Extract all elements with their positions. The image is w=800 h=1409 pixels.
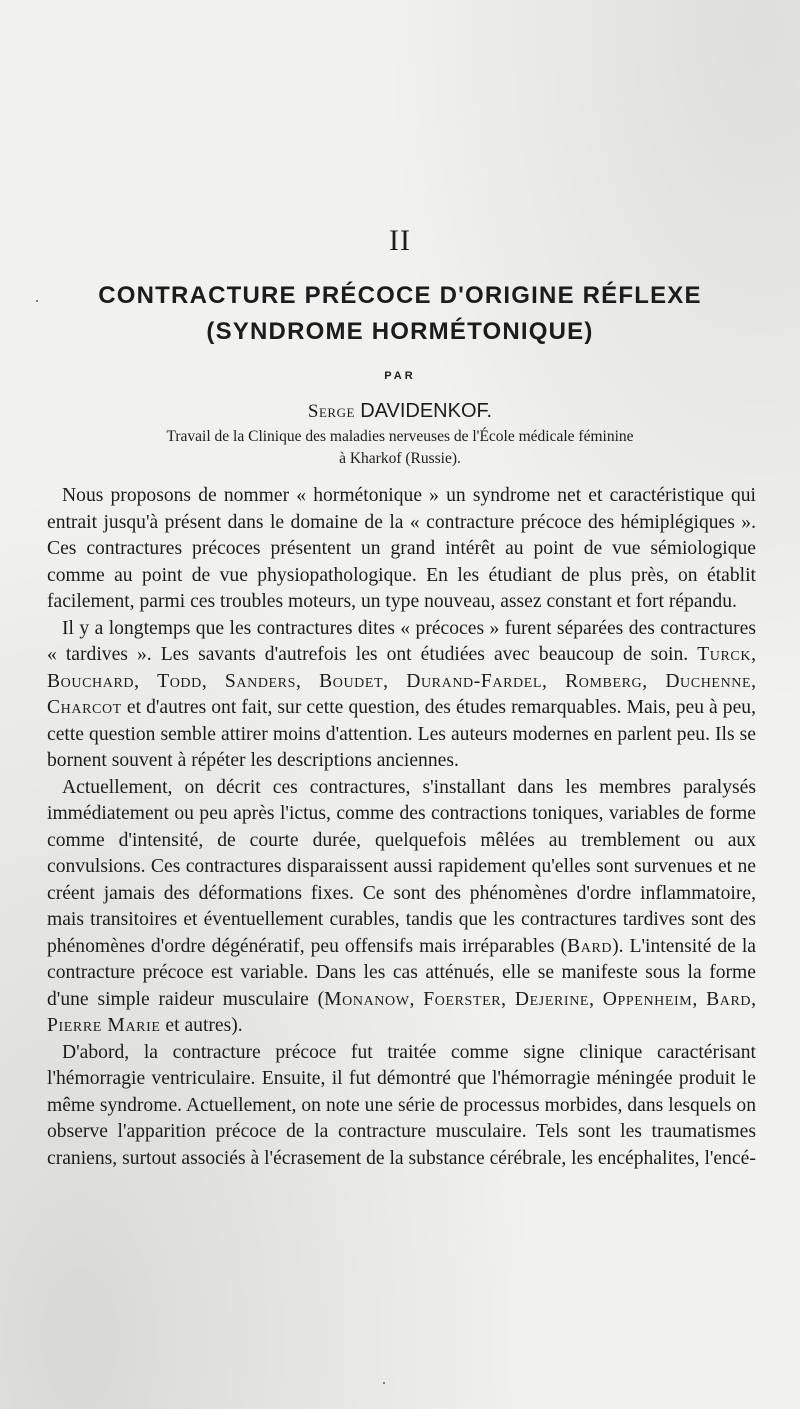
- paragraph-3-text-c: et autres).: [160, 1015, 243, 1036]
- print-speck: [36, 300, 38, 302]
- paragraph-2: Il y a longtemps que les contractures dites « précoces » furent séparées des contractures « tardives ». Les savants d'autrefois les ont étudiées avec beaucoup de soin. Turck, Bouchard, Todd, Sanders, Boudet, Durand-Fardel, Romberg, Duchenne, Charcot et d'autres ont fait, sur cette question, des études remarquables. Mais, peu à peu, cette question semble attirer moins d'attention. Les auteurs modernes en parlent peu. Ils se bornent souvent à répéter les descriptions anciennes.: [47, 617, 757, 771]
- author-ref-duchenne: Duchenne: [665, 670, 752, 692]
- author-first-name: Serge: [307, 401, 355, 422]
- affiliation-line-1: Travail de la Clinique des maladies nerveuses de l'École médicale féminine: [166, 428, 634, 445]
- paragraph-3: Actuellement, on décrit ces contractures, s'installant dans les membres paralysés immédiatement ou peu après l'ictus, comme des contractions toniques, variables de forme comme d'intensité, de courte durée, quelquefois mêlées au tremblement ou aux convulsions. Ces contractures disparaissent aussi rapidement qu'elles sont survenues et ne créent jamais des déformations fixes. Ce sont des phénomènes d'ordre inflammatoire, mais transitoires et éventuellement curables, tandis que les contractures tardives sont des phénomènes d'ordre dégénératif, peu offensifs mais irréparables (Bard). L'intensité de la contracture précoce est variable. Dans les cas atténués, elle se manifeste sous la forme d'une simple raideur musculaire (Monanow, Foerster, Dejerine, Oppenheim, Bard, Pierre Marie et autres).: [47, 776, 757, 1036]
- author-ref-bard: Bard: [567, 935, 613, 957]
- author-ref-bard-2: Bard: [706, 988, 752, 1010]
- print-speck: [383, 1382, 385, 1384]
- author-ref-boudet: Boudet: [319, 670, 384, 692]
- paragraph-2-text-a: Il y a longtemps que les contractures dites « précoces » furent séparées des contractures « tardives ». Les savants d'autrefois les ont étudiées avec beaucoup de soin.: [47, 617, 756, 665]
- author-ref-charcot: Charcot: [47, 697, 122, 718]
- author-ref-durand-fardel: Durand-Fardel: [406, 670, 543, 692]
- author-ref-sanders: Sanders: [224, 670, 297, 692]
- author-ref-monanow: Monanow: [324, 988, 410, 1010]
- paragraph-1: Nous proposons de nommer « hormétonique » un syndrome net et caractéristique qui entrait jusqu'à présent dans le domaine de la « contracture précoce des hémiplégiques ». Ces contractures précoces présentent un grand intérêt au point de vue sémiologique comme au point de vue physiopathologique. En les étudiant de plus près, on établit facilement, parmi ces troubles moteurs, un type nouveau, assez constant et fort répandu.: [47, 485, 756, 612]
- paragraph-2-text-b: et d'autres ont fait, sur cette question, des études remarquables. Mais, peu à peu, cette question semble attirer moins d'attention. Les auteurs modernes en parlent peu. Ils se bornent souvent à répéter les descriptions anciennes.: [47, 697, 756, 771]
- chapter-numeral: II: [389, 224, 411, 257]
- author-name: [0, 398, 800, 423]
- affiliation-line-2: à Kharkof (Russie).: [339, 450, 461, 467]
- author-ref-bouchard: Bouchard: [47, 670, 135, 692]
- author-ref-turck: Turck: [697, 644, 752, 665]
- author-ref-dejerine: Dejerine: [514, 988, 590, 1010]
- article-title-line-1: CONTRACTURE PRÉCOCE D'ORIGINE RÉFLEXE: [98, 282, 702, 309]
- author-ref-todd: Todd: [157, 670, 202, 692]
- byline-par: PAR: [384, 370, 416, 382]
- author-ref-romberg: Romberg: [565, 670, 643, 692]
- paragraph-4: D'abord, la contracture précoce fut traitée comme signe clinique caractérisant l'hémorragie ventriculaire. Ensuite, il fut démontré que l'hémorragie méningée produit le même syndrome. Actuellement, on note une série de processus morbides, dans lesquels on observe l'apparition précoce de la contracture musculaire. Tels sont les traumatismes craniens, surtout associés à l'écrasement de la substance cérébrale, les encéphalites, l'encé-: [47, 1041, 756, 1169]
- author-ref-oppenheim: Oppenheim: [602, 988, 693, 1010]
- author-ref-pierre-marie: Pierre Marie: [47, 1015, 161, 1036]
- author-ref-foerster: Foerster: [423, 988, 502, 1010]
- article-title-line-2: (SYNDROME HORMÉTONIQUE): [206, 318, 594, 345]
- paragraph-3-text-a: Actuellement, on décrit ces contractures, s'installant dans les membres paralysés immédiatement ou peu après l'ictus, comme des contractions toniques, variables de forme comme d'intensité, de courte durée, quelquefois mêlées au tremblement ou aux convulsions. Ces contractures disparaissent aussi rapidement qu'elles sont survenues et ne créent jamais des déformations fixes. Ce sont des phénomènes d'ordre inflammatoire, mais transitoires et éventuellement curables, tandis que les contractures tardives sont des phénomènes d'ordre dégénératif, peu offensifs mais irréparables (: [47, 776, 756, 957]
- author-last-name: DAVIDENKOF.: [360, 400, 493, 422]
- article-body: [47, 483, 756, 1172]
- paragraph-3-text-b: ). L'intensité de la contracture précoce est variable. Dans les cas atténués, elle se manifeste sous la forme d'une simple raideur musculaire (: [47, 935, 757, 1010]
